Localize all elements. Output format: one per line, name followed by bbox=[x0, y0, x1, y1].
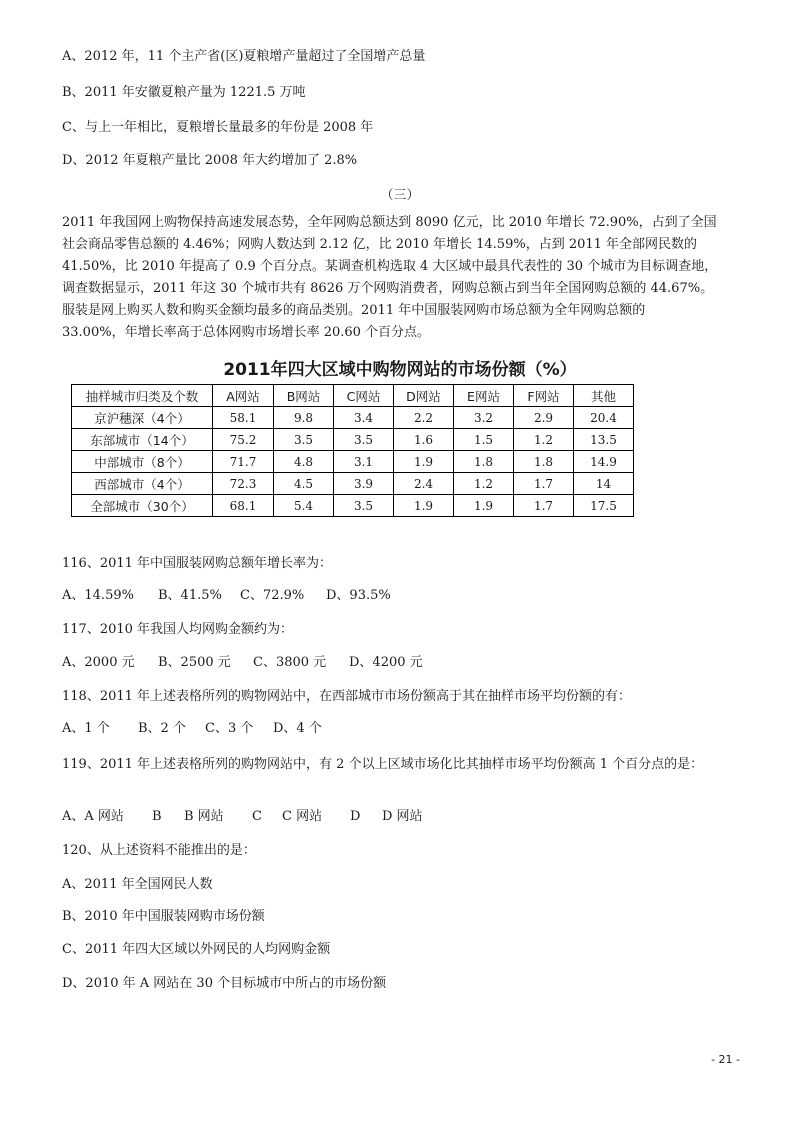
passage-line: 调查数据显示，2011 年这 30 个城市共有 8626 万个网购消费者，网购总额占到当年全国网购总额的 44.67%。 bbox=[62, 281, 714, 296]
table-cell: 71.7 bbox=[213, 451, 274, 473]
table-cell: 1.5 bbox=[454, 429, 514, 451]
q116-options bbox=[62, 587, 391, 605]
q116-option-c[interactable]: C、72.9% bbox=[240, 588, 305, 603]
q119-options bbox=[62, 808, 423, 826]
table-row bbox=[72, 429, 634, 451]
table-cell: 13.5 bbox=[574, 429, 634, 451]
table-cell: 3.2 bbox=[454, 407, 514, 429]
q119-stem: 119、2011 年上述表格所列的购物网站中，有 2 个以上区域市场化比其抽样市场平均份额高 1 个百分点的是： bbox=[62, 757, 704, 772]
table-header: A网站 bbox=[213, 385, 274, 407]
passage bbox=[62, 212, 752, 344]
table-cell: 20.4 bbox=[574, 407, 634, 429]
q117-options bbox=[62, 654, 423, 672]
prev-option-b: B、2011 年安徽夏粮产量为 1221.5 万吨 bbox=[62, 85, 306, 100]
table-cell: 2.4 bbox=[394, 473, 454, 495]
page-number: - 21 - bbox=[711, 1053, 740, 1066]
table-cell: 4.8 bbox=[274, 451, 334, 473]
table-cell: 3.9 bbox=[334, 473, 394, 495]
table-cell: 72.3 bbox=[213, 473, 274, 495]
section-label: （三） bbox=[380, 188, 420, 203]
q119-option-a[interactable]: A、A 网站 bbox=[62, 809, 124, 824]
q119-option-c-letter[interactable]: C bbox=[252, 809, 262, 824]
table-cell: 2.9 bbox=[514, 407, 574, 429]
table-cell: 东部城市（14个） bbox=[72, 429, 213, 451]
table-cell: 1.9 bbox=[454, 495, 514, 517]
table-cell: 1.6 bbox=[394, 429, 454, 451]
q120-option-c[interactable]: C、2011 年四大区域以外网民的人均网购金额 bbox=[62, 942, 331, 957]
prev-option-d: D、2012 年夏粮产量比 2008 年大约增加了 2.8% bbox=[62, 153, 358, 168]
q119-option-b[interactable]: B 网站 bbox=[184, 809, 224, 824]
table-header: 其他 bbox=[574, 385, 634, 407]
table-cell: 5.4 bbox=[274, 495, 334, 517]
table-cell: 3.1 bbox=[334, 451, 394, 473]
q120-stem: 120、从上述资料不能推出的是： bbox=[62, 843, 256, 858]
table-title: 2011年四大区域中购物网站的市场份额（%） bbox=[223, 360, 577, 380]
table-cell: 西部城市（4个） bbox=[72, 473, 213, 495]
table-cell: 1.8 bbox=[454, 451, 514, 473]
passage-line: 41.50%，比 2010 年提高了 0.9 个百分点。某调查机构选取 4 大区域中最具代表性的 30 个城市为目标调查地， bbox=[62, 259, 718, 274]
market-share-table bbox=[71, 384, 634, 517]
q120-option-b[interactable]: B、2010 年中国服装网购市场份额 bbox=[62, 909, 265, 924]
q116-option-d[interactable]: D、93.5% bbox=[326, 588, 391, 603]
table-cell: 3.5 bbox=[334, 495, 394, 517]
passage-line: 2011 年我国网上购物保持高速发展态势，全年网购总额达到 8090 亿元，比 2010 年增长 72.90%，占到了全国 bbox=[62, 215, 717, 230]
table-cell: 全部城市（30个） bbox=[72, 495, 213, 517]
q119-option-b-letter[interactable]: B bbox=[152, 809, 162, 824]
table-header: F网站 bbox=[514, 385, 574, 407]
table-header: 抽样城市归类及个数 bbox=[72, 385, 213, 407]
q116-option-b[interactable]: B、41.5% bbox=[158, 588, 222, 603]
table-row bbox=[72, 495, 634, 517]
table-cell: 2.2 bbox=[394, 407, 454, 429]
q117-option-d[interactable]: D、4200 元 bbox=[349, 655, 423, 670]
table-row bbox=[72, 451, 634, 473]
table-cell: 中部城市（8个） bbox=[72, 451, 213, 473]
q119-option-c[interactable]: C 网站 bbox=[282, 809, 323, 824]
table-cell: 1.2 bbox=[454, 473, 514, 495]
q116-stem: 116、2011 年中国服装网购总额年增长率为： bbox=[62, 556, 333, 571]
table-header-row bbox=[72, 385, 634, 407]
q119-option-d[interactable]: D 网站 bbox=[382, 809, 423, 824]
passage-line: 社会商品零售总额的 4.46%；网购人数达到 2.12 亿，比 2010 年增长 14.59%，占到 2011 年全部网民数的 bbox=[62, 237, 698, 252]
q117-option-a[interactable]: A、2000 元 bbox=[62, 655, 135, 670]
table-cell: 1.8 bbox=[514, 451, 574, 473]
table-row bbox=[72, 473, 634, 495]
q117-option-c[interactable]: C、3800 元 bbox=[253, 655, 327, 670]
table-cell: 4.5 bbox=[274, 473, 334, 495]
q120-option-d[interactable]: D、2010 年 A 网站在 30 个目标城市中所占的市场份额 bbox=[62, 976, 387, 991]
q118-option-d[interactable]: D、4 个 bbox=[273, 721, 322, 736]
table-cell: 1.7 bbox=[514, 495, 574, 517]
table-cell: 14 bbox=[574, 473, 634, 495]
table-cell: 1.9 bbox=[394, 495, 454, 517]
table-cell: 京沪穗深（4个） bbox=[72, 407, 213, 429]
table-cell: 1.7 bbox=[514, 473, 574, 495]
q119-option-d-letter[interactable]: D bbox=[350, 809, 361, 824]
table-cell: 1.9 bbox=[394, 451, 454, 473]
table-cell: 14.9 bbox=[574, 451, 634, 473]
table-cell: 3.4 bbox=[334, 407, 394, 429]
table-cell: 75.2 bbox=[213, 429, 274, 451]
table-cell: 9.8 bbox=[274, 407, 334, 429]
q118-stem: 118、2011 年上述表格所列的购物网站中，在西部城市市场份额高于其在抽样市场平均份额的有： bbox=[62, 689, 632, 704]
table-cell: 3.5 bbox=[334, 429, 394, 451]
table-header: B网站 bbox=[274, 385, 334, 407]
table-header: E网站 bbox=[454, 385, 514, 407]
table-cell: 17.5 bbox=[574, 495, 634, 517]
table-header: C网站 bbox=[334, 385, 394, 407]
table-cell: 1.2 bbox=[514, 429, 574, 451]
q118-options bbox=[62, 720, 322, 738]
table-header: D网站 bbox=[394, 385, 454, 407]
prev-option-a: A、2012 年，11 个主产省(区)夏粮增产量超过了全国增产总量 bbox=[62, 49, 426, 64]
passage-line: 33.00%，年增长率高于总体网购市场增长率 20.60 个百分点。 bbox=[62, 325, 431, 340]
table-cell: 58.1 bbox=[213, 407, 274, 429]
q116-option-a[interactable]: A、14.59% bbox=[62, 588, 134, 603]
table-cell: 68.1 bbox=[213, 495, 274, 517]
table-cell: 3.5 bbox=[274, 429, 334, 451]
table-row bbox=[72, 407, 634, 429]
q117-option-b[interactable]: B、2500 元 bbox=[158, 655, 231, 670]
q117-stem: 117、2010 年我国人均网购金额约为： bbox=[62, 622, 294, 637]
q118-option-b[interactable]: B、2 个 bbox=[138, 721, 186, 736]
prev-option-c: C、与上一年相比，夏粮增长量最多的年份是 2008 年 bbox=[62, 120, 374, 135]
q120-option-a[interactable]: A、2011 年全国网民人数 bbox=[62, 877, 213, 892]
passage-line: 服装是网上购买人数和购买金额均最多的商品类别。2011 年中国服装网购市场总额为全年网购总额的 bbox=[62, 303, 646, 318]
q118-option-a[interactable]: A、1 个 bbox=[62, 721, 110, 736]
q118-option-c[interactable]: C、3 个 bbox=[205, 721, 254, 736]
